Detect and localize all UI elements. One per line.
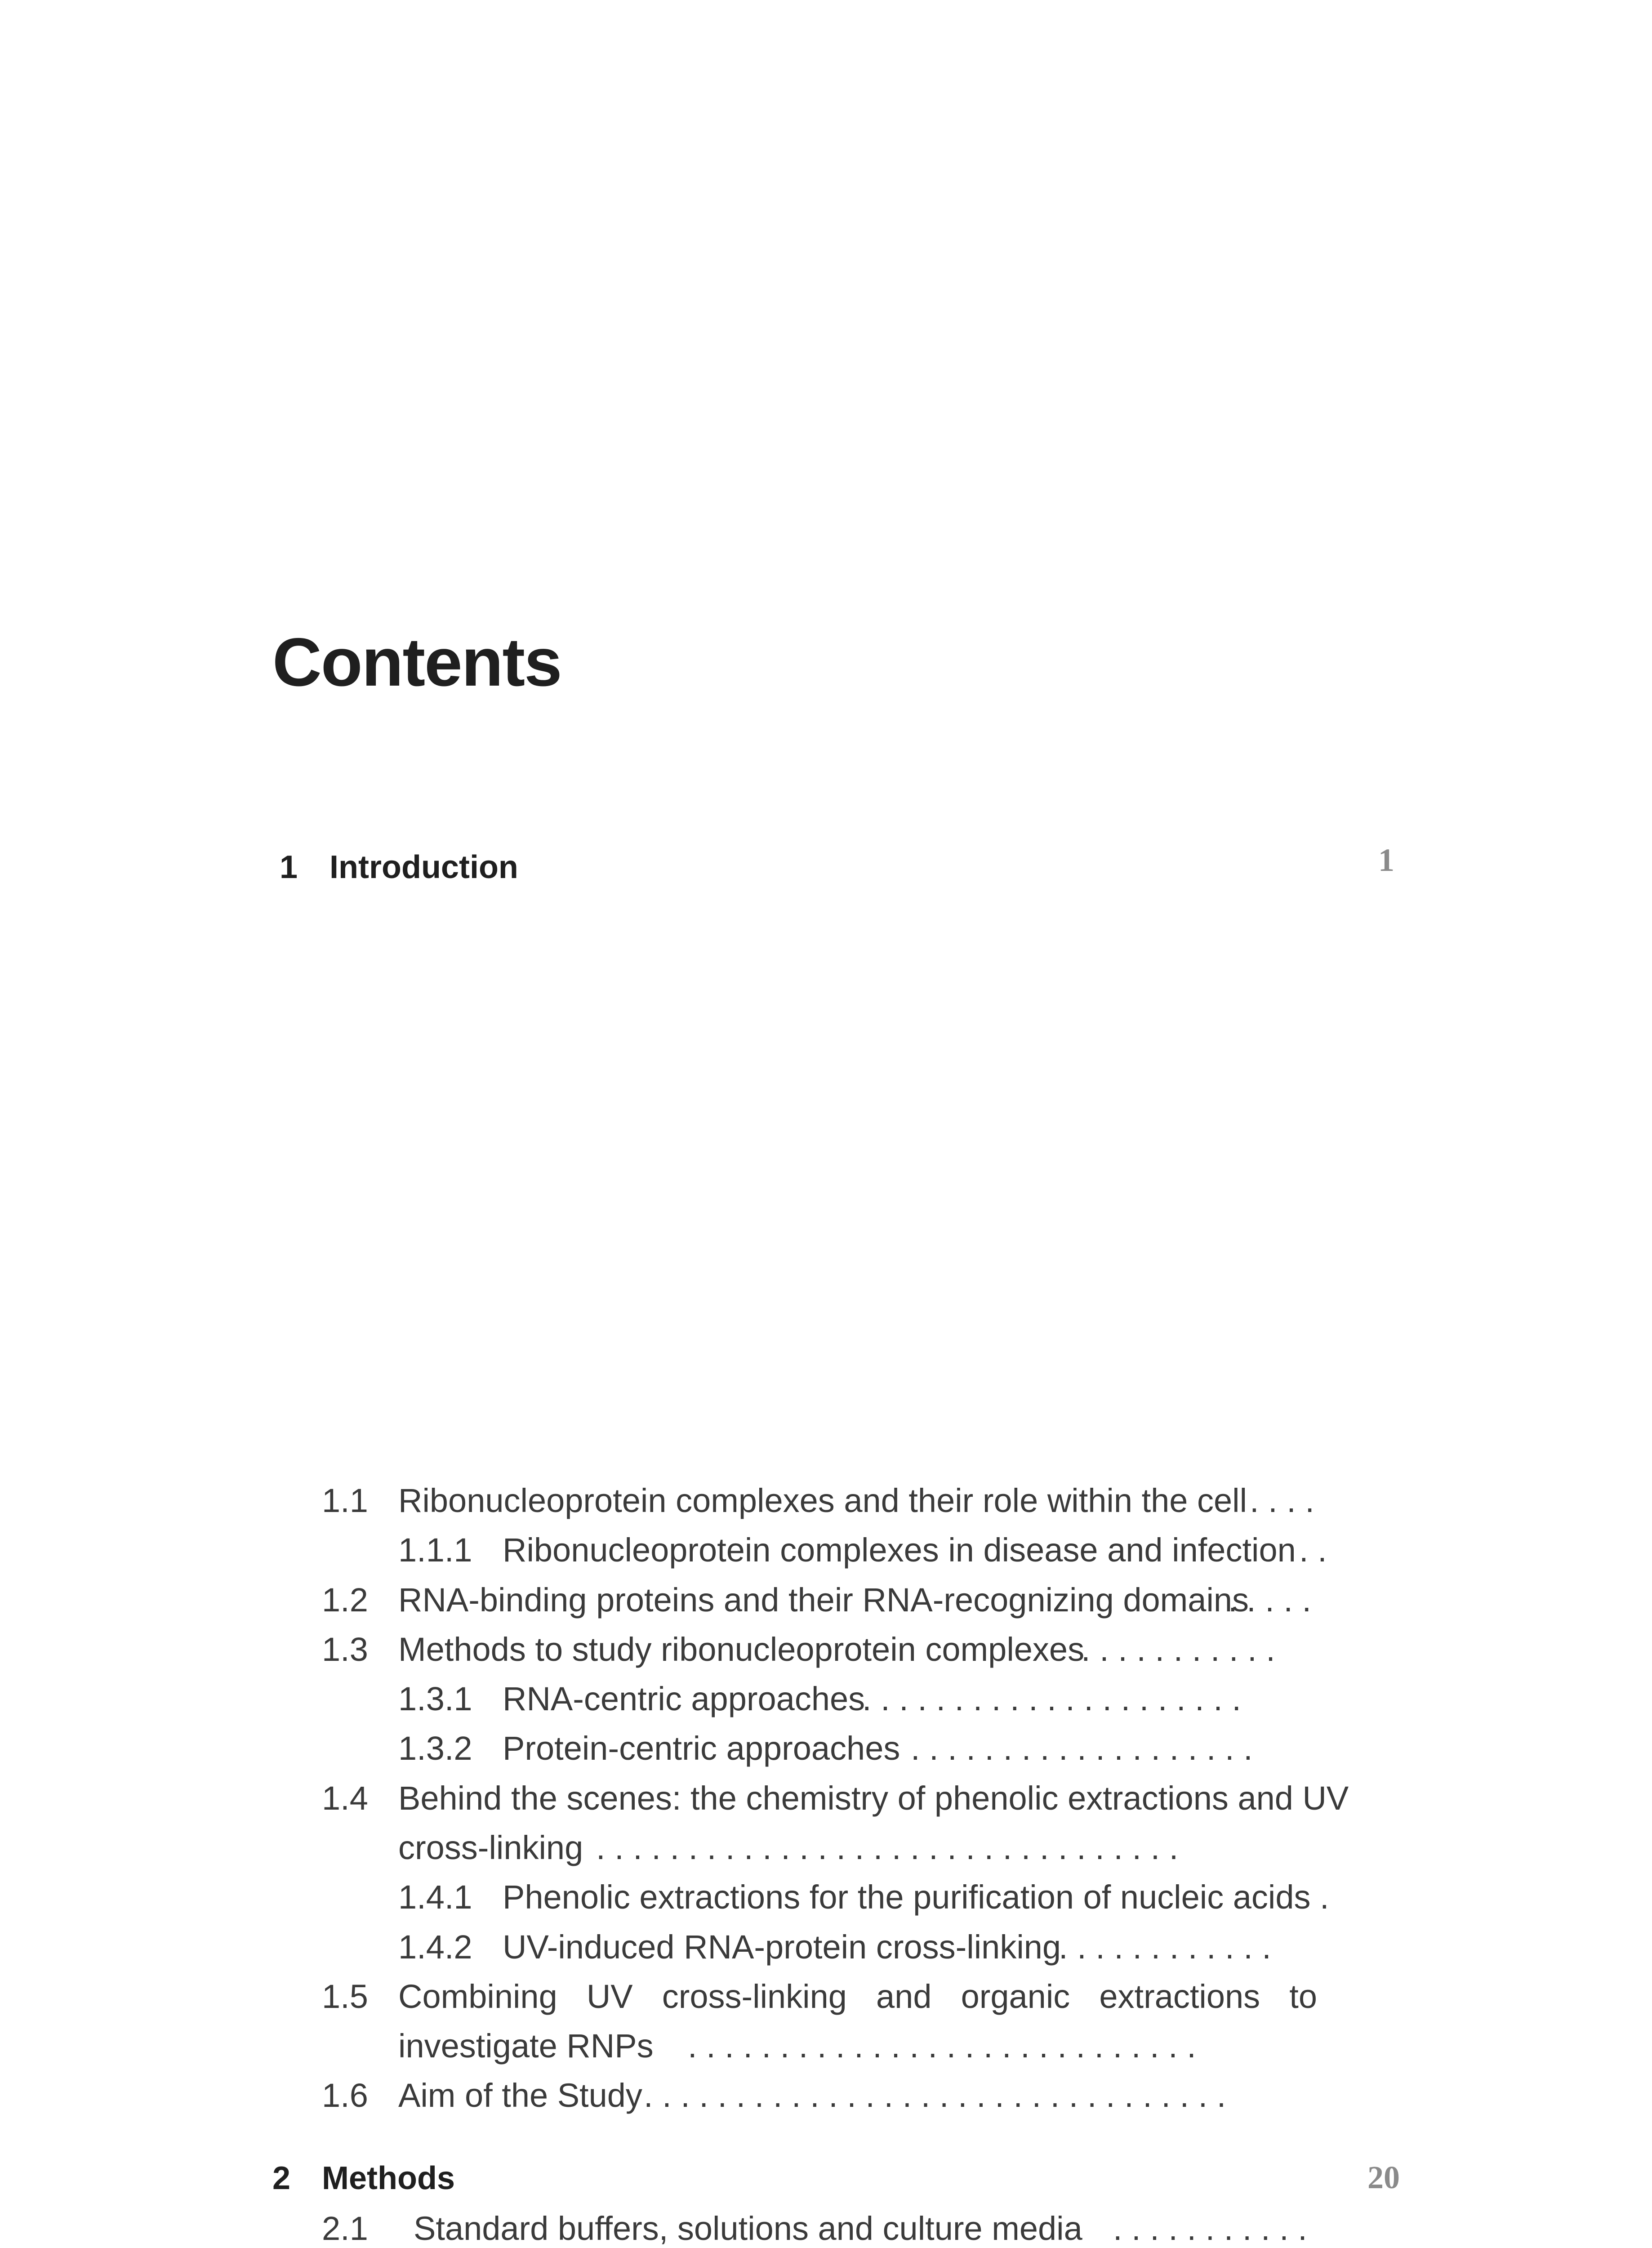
toc-entry-title[interactable]: Protein-centric approaches bbox=[503, 1730, 900, 1767]
toc-leader-dots: . . bbox=[1299, 1531, 1327, 1569]
toc-leader-dots: . . . . . . . . . . . bbox=[1113, 2210, 1307, 2247]
toc-entry-title[interactable]: Methods to study ribonucleoprotein complexes bbox=[398, 1631, 1085, 1668]
toc-entry-number: 1.2 bbox=[322, 1581, 368, 1619]
toc-entry-number: 1.4.2 bbox=[398, 1928, 472, 1966]
toc-entry-title-continuation[interactable]: cross-linking bbox=[398, 1829, 583, 1866]
toc-entry-title[interactable]: RNA-centric approaches bbox=[503, 1680, 865, 1717]
toc-entry-number: 1.4 bbox=[322, 1780, 368, 1817]
toc-entry-number: 1.3.2 bbox=[398, 1730, 472, 1767]
toc-entry-title[interactable]: Behind the scenes: the chemistry of phenolic extractions and UV bbox=[398, 1780, 1349, 1817]
toc-entry-number: 1.1 bbox=[322, 1482, 368, 1519]
toc-entry-title-continuation[interactable]: investigate RNPs bbox=[398, 2027, 654, 2065]
toc-leader-dots: . . . . bbox=[1250, 1482, 1314, 1519]
toc-entry-title[interactable]: Phenolic extractions for the purification of nucleic acids . bbox=[503, 1878, 1329, 1916]
toc-leader-dots: . . . . . . . . . . . bbox=[1081, 1631, 1275, 1668]
toc-entry-title[interactable]: UV-induced RNA-protein cross-linking bbox=[503, 1928, 1061, 1966]
toc-leader-dots: . . . . . . . . . . . . bbox=[1059, 1928, 1271, 1966]
toc-entry-title[interactable]: Ribonucleoprotein complexes and their role within the cell bbox=[398, 1482, 1247, 1519]
toc-entry-number: 1.4.1 bbox=[398, 1878, 472, 1916]
toc-entry-title[interactable]: Combining UV cross-linking and organic extractions to bbox=[398, 1978, 1317, 2015]
toc-entry-number: 2.1 bbox=[322, 2210, 368, 2247]
toc-entry-title[interactable]: Standard buffers, solutions and culture media bbox=[414, 2210, 1082, 2247]
chapter-page-number: 1 bbox=[1378, 842, 1394, 878]
toc-entry-title[interactable]: Ribonucleoprotein complexes in disease and infection bbox=[503, 1531, 1296, 1569]
toc-entry-number: 1.3.1 bbox=[398, 1680, 472, 1717]
chapter-number: 1 bbox=[280, 849, 298, 885]
toc-entry-number: 1.5 bbox=[322, 1978, 368, 2015]
toc-leader-dots: . . . . . . . . . . . . . . . . . . . . . . . . . . . . . . . . bbox=[644, 2077, 1226, 2114]
toc-entry-number: 1.3 bbox=[322, 1631, 368, 1668]
toc-leader-dots: . . . . . . . . . . . . . . . . . . . . . . . . . . . . . . . . bbox=[596, 1829, 1179, 1866]
toc-leader-dots: . . . . . . . . . . . . . . . . . . . bbox=[911, 1730, 1253, 1767]
toc-leader-dots: . . . . . . . . . . . . . . . . . . . . . bbox=[862, 1680, 1241, 1717]
chapter-title[interactable]: Introduction bbox=[330, 849, 518, 885]
toc-leader-dots: . . . . . bbox=[1228, 1581, 1312, 1619]
toc-entry-number: 1.6 bbox=[322, 2077, 368, 2114]
toc-leader-dots: . . . . . . . . . . . . . . . . . . . . . . . . . . . . bbox=[688, 2027, 1196, 2065]
toc-entry-title[interactable]: Aim of the Study bbox=[398, 2077, 642, 2114]
chapter-number: 2 bbox=[272, 2160, 291, 2196]
toc-entry-title[interactable]: RNA-binding proteins and their RNA-recognizing domains bbox=[398, 1581, 1249, 1619]
page-title: Contents bbox=[272, 624, 561, 700]
chapter-title[interactable]: Methods bbox=[322, 2160, 455, 2196]
chapter-page-number: 20 bbox=[1367, 2159, 1400, 2195]
toc-entry-number: 1.1.1 bbox=[398, 1531, 472, 1569]
